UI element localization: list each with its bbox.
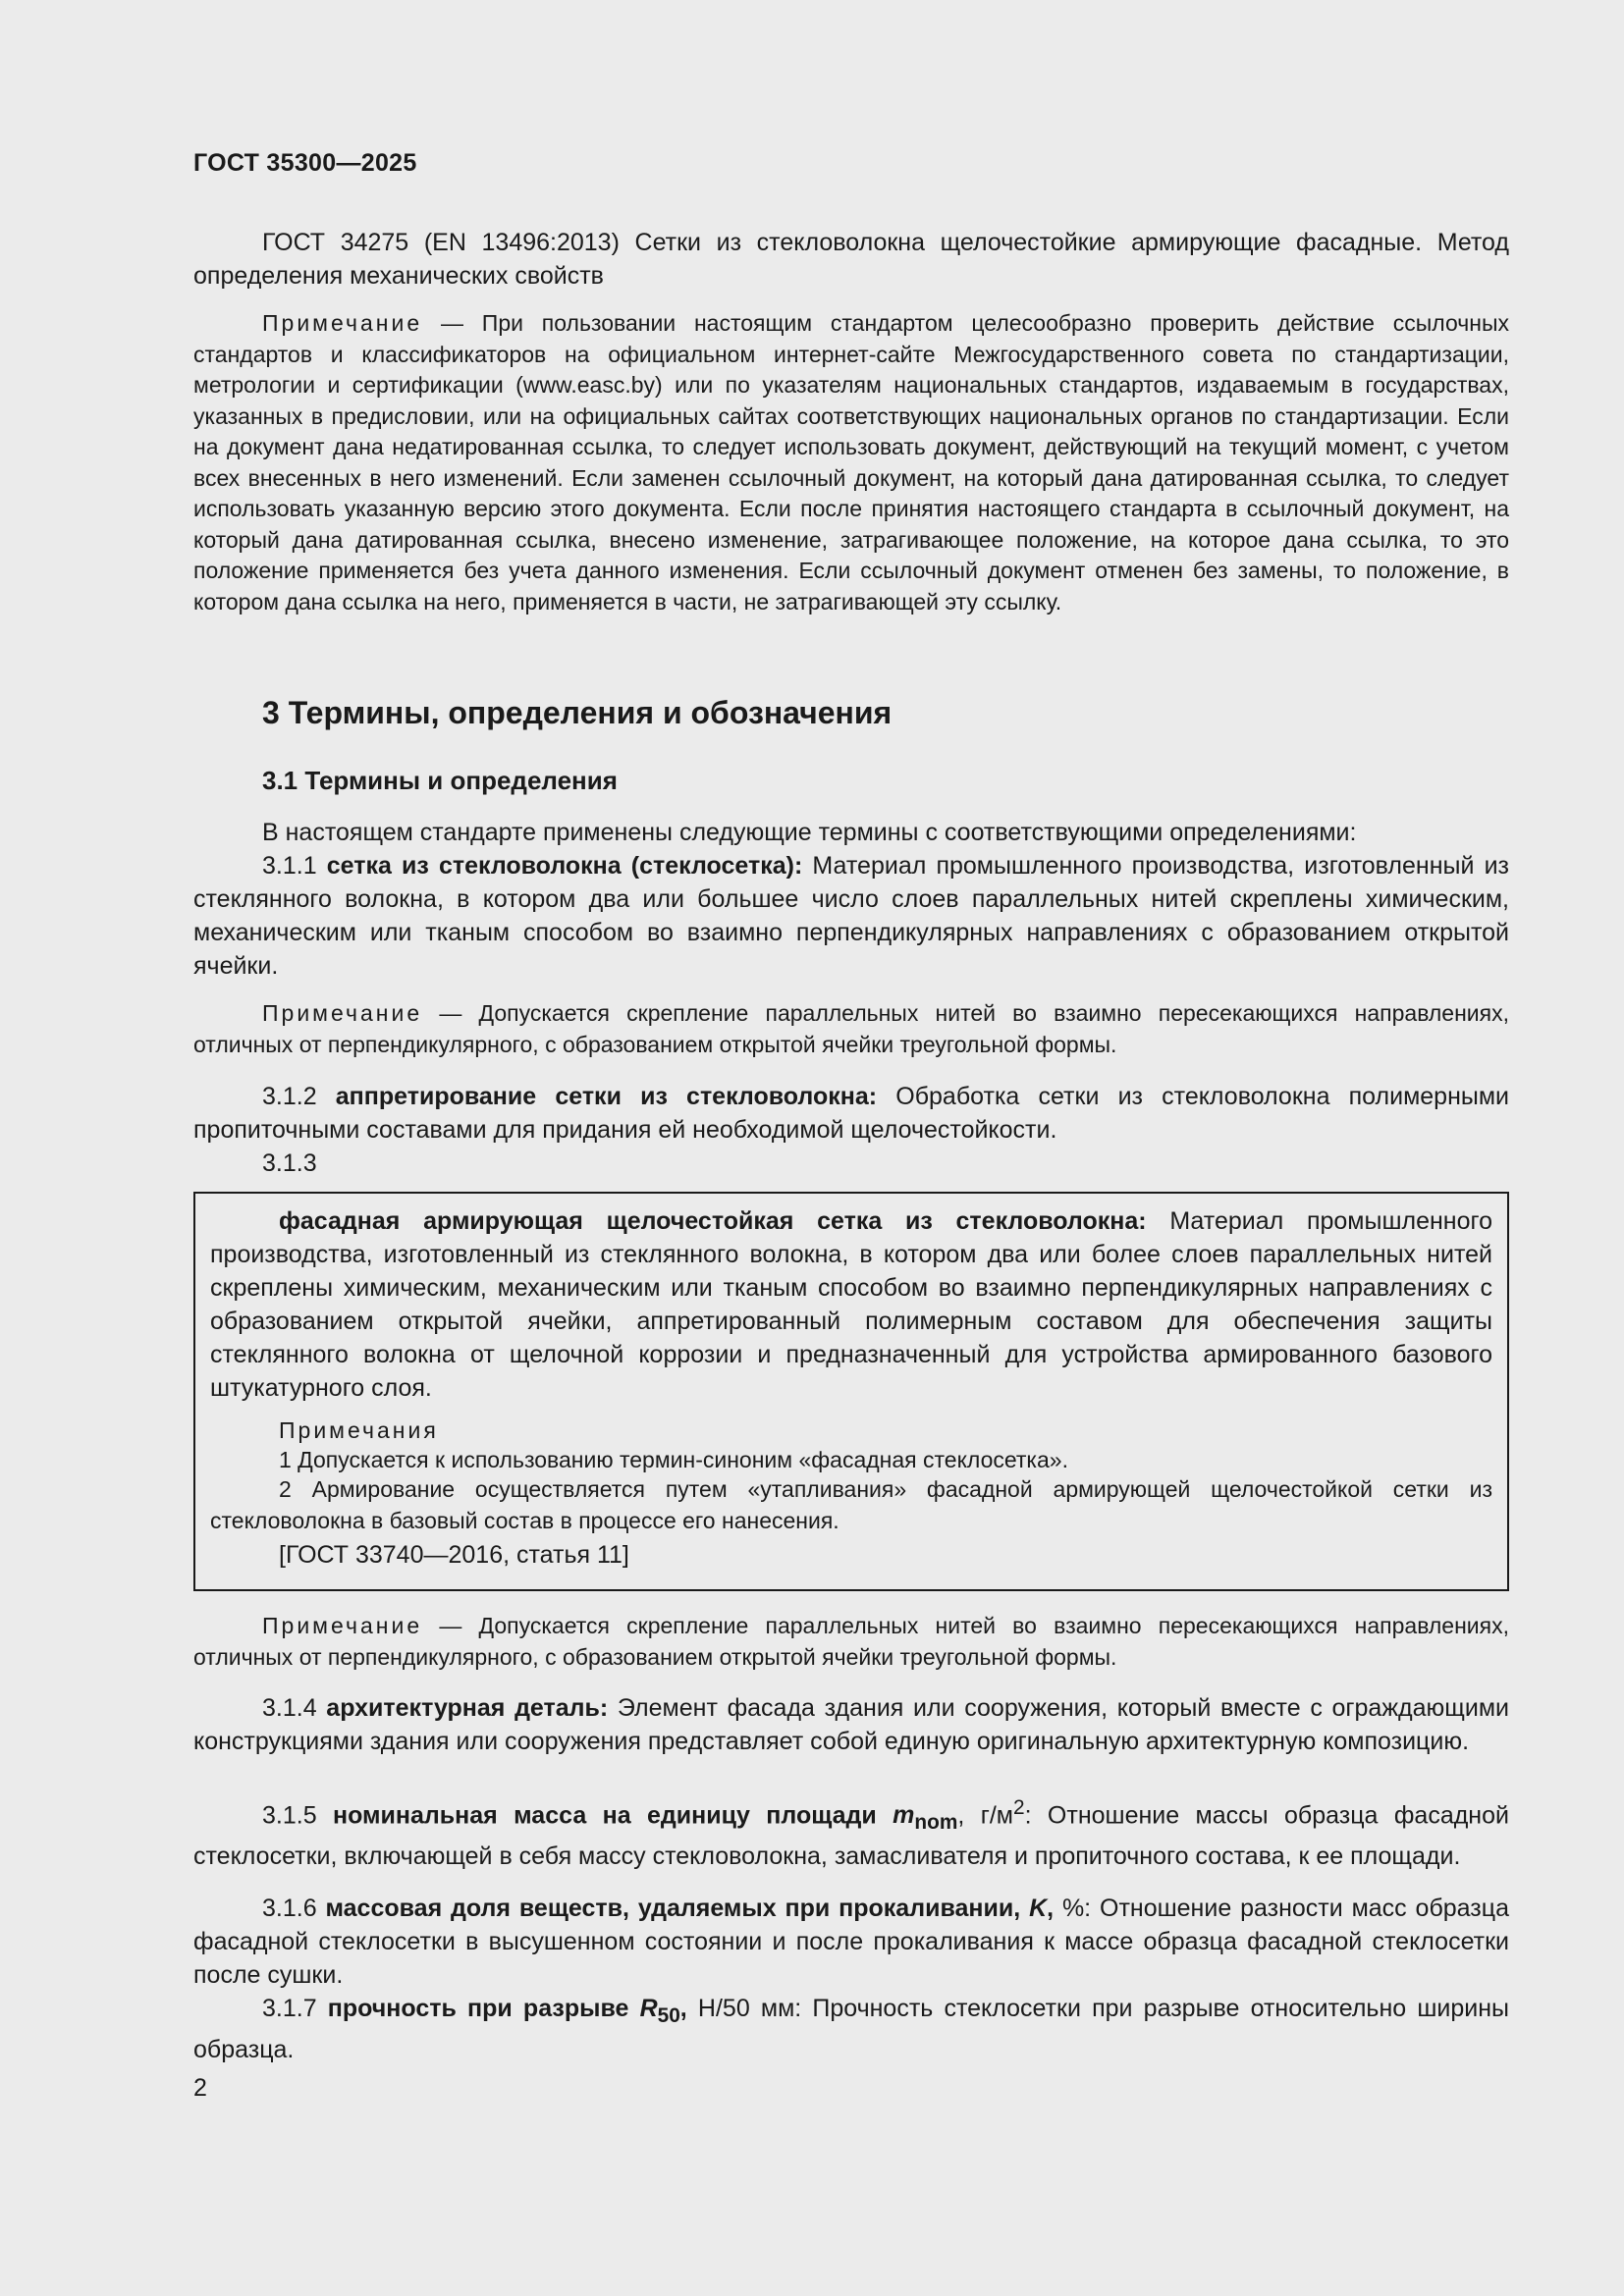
normative-reference: ГОСТ 34275 (EN 13496:2013) Сетки из стекловолокна щелочестойкие армирующие фасадные. Метод определения механических свойств <box>193 229 1509 290</box>
term-symbol: K <box>1029 1895 1048 1922</box>
term-number: 3.1.6 <box>262 1895 326 1922</box>
term-3-1-4 <box>193 1691 1509 1758</box>
document-header: ГОСТ 35300—2025 <box>193 149 417 177</box>
term-3-1-3 <box>210 1204 1492 1405</box>
term-number: 3.1.1 <box>262 852 327 880</box>
term-unit: , г/м <box>957 1801 1013 1830</box>
term-definition: Элемент фасада здания или сооружения, который вместе с ограждающими конструкциями здания или сооружения представляет собой единую оригинальную архитектурную композицию. <box>193 1694 1509 1755</box>
note-2: 2 Армирование осуществляется путем «утапливания» фасадной армирующей щелочестойкой сетки из стекловолокна в базовый состав в процессе его нанесения. <box>210 1476 1492 1533</box>
term-name: фасадная армирующая щелочестойкая сетка из стекловолокна: <box>279 1207 1147 1235</box>
term-symbol: R <box>639 1995 658 2022</box>
term-number: 3.1.4 <box>262 1694 327 1722</box>
term-number: 3.1.5 <box>262 1801 333 1830</box>
term-3-1-7: 3.1.7 прочность при разрыве $R_{50}$, Н/50 мм: Прочность стеклосетки при разрыве относительно ширины образца. <box>193 1995 1509 2063</box>
term-definition: Материал промышленного производства, изготовленный из стеклянного волокна, в котором два или более слоев параллельных нитей скреплены химическим, механическим или тканым способом во взаимно перпендикулярных направлениях с образованием открытой ячейки, аппретированный полимерным составом для обеспечения защиты стеклянного волокна от щелочной коррозии и предназначенный для устройства армированного базового штукатурного слоя. <box>210 1207 1492 1402</box>
note-label: Примечание <box>262 1613 423 1638</box>
note-1: 1 Допускается к использованию термин-синоним «фасадная стеклосетка». <box>279 1447 1068 1472</box>
term-number: 3.1.3 <box>262 1149 317 1177</box>
notes-label: Примечания <box>279 1417 439 1443</box>
term-definition: : Отношение массы образца фасадной стеклосетки, включающей в себя массу стекловолокна, замасливателя и пропиточного состава, к ее площади. <box>193 1801 1509 1871</box>
term-name: массовая доля веществ, удаляемых при прокаливании, <box>325 1895 1030 1922</box>
term-note <box>193 998 1509 1060</box>
term-name: сетка из стекловолокна (стеклосетка): <box>326 852 803 880</box>
term-number: 3.1.7 <box>262 1995 328 2022</box>
term-name: архитектурная деталь: <box>326 1694 609 1722</box>
subsection-heading: 3.1 Термины и определения <box>262 766 618 795</box>
term-definition: %: Отношение разности масс образца фасадной стеклосетки в высушенном состоянии и после прокаливания к массе образца фасадной стеклосетки после сушки. <box>193 1895 1509 1989</box>
term-definition: Обработка сетки из стекловолокна полимерными пропиточными составами для придания ей необходимой щелочестойкости. <box>193 1083 1510 1144</box>
term-name: прочность при разрыве <box>327 1995 640 2022</box>
term-3-1-6: 3.1.6 массовая доля веществ, удаляемых при прокаливании, K, %: Отношение разности масс образца фасадной стеклосетки в высушенном состоянии и после прокаливания к массе образца фасадной стеклосетки после сушки. <box>193 1895 1509 1989</box>
intro-paragraph: В настоящем стандарте применены следующие термины с соответствующими определениями: <box>262 819 1357 846</box>
term-name: аппретирование сетки из стекловолокна: <box>335 1083 878 1110</box>
note-label: Примечание <box>262 1000 423 1026</box>
term-definition: Н/50 мм: Прочность стеклосетки при разрыве относительно ширины образца. <box>193 1995 1509 2063</box>
note-paragraph <box>193 308 1509 617</box>
term-source: [ГОСТ 33740—2016, статья 11] <box>279 1541 629 1569</box>
term-number: 3.1.2 <box>262 1083 336 1110</box>
note-text: — Допускается скрепление параллельных нитей во взаимно пересекающихся направлениях, отличных от перпендикулярного, с образованием открытой ячейки треугольной формы. <box>193 1613 1509 1670</box>
term-subscript: 50 <box>657 2004 680 2027</box>
term-symbol: m <box>893 1801 915 1830</box>
note-text: — Допускается скрепление параллельных нитей во взаимно пересекающихся направлениях, отличных от перпендикулярного, с образованием открытой ячейки треугольной формы. <box>193 1000 1509 1057</box>
term-3-1-1 <box>193 849 1509 983</box>
term-note <box>193 1611 1509 1673</box>
term-3-1-2 <box>193 1080 1509 1147</box>
term-box <box>193 1192 1509 1591</box>
section-heading: 3 Термины, определения и обозначения <box>262 695 893 730</box>
term-definition: Материал промышленного производства, изготовленный из стеклянного волокна, в котором два или большее число слоев параллельных нитей скреплены химическим, механическим или тканым способом во взаимно перпендикулярных направлениях с образованием открытой ячейки. <box>193 852 1509 980</box>
term-superscript: 2 <box>1012 1796 1025 1819</box>
term-3-1-5 <box>193 1791 1509 1873</box>
term-name: номинальная масса на единицу площади <box>333 1801 893 1830</box>
term-subscript: nom <box>914 1811 958 1835</box>
page-number: 2 <box>193 2074 207 2102</box>
note-label: Примечание <box>262 310 423 336</box>
note-text: — При пользовании настоящим стандартом целесообразно проверить действие ссылочных стандартов и классификаторов на официальном интернет-сайте Межгосударственного совета по стандартизации, метрологии и сертификации (www.easc.by) или по указателям национальных стандартов, издаваемым в государствах, указанных в предисловии, или на официальных сайтах соответствующих национальных органов по стандартизации. Если на документ дана недатированная ссылка, то следует использовать документ, действующий на текущий момент, с учетом всех внесенных в него изменений. Если заменен ссылочный документ, на который дана датированная ссылка, то следует использовать указанную версию этого документа. Если после принятия настоящего стандарта в ссылочный документ, на который дана датированная ссылка, внесено изменение, затрагивающее положение, на которое дана ссылка, то это положение применяется без учета данного изменения. Если ссылочный документ отменен без замены, то положение, в котором дана ссылка на него, применяется в части, не затрагивающей эту ссылку. <box>193 310 1509 614</box>
